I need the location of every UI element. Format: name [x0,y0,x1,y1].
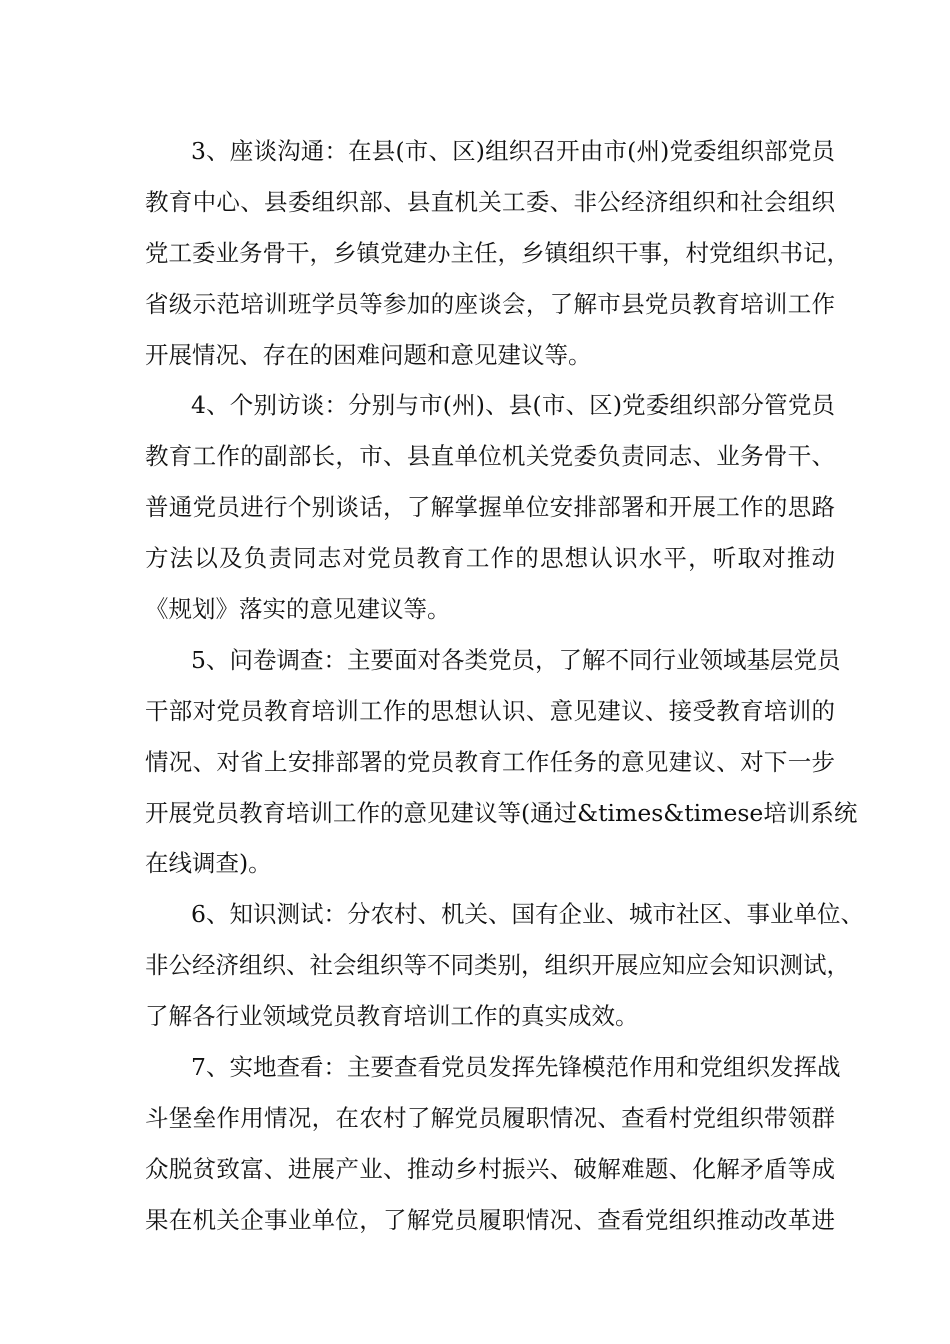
paragraph-5-questionnaire [145,635,858,889]
text-line: 斗堡垒作用情况，在农村了解党员履职情况、查看村党组织带领群 [145,1103,835,1132]
text-line: 4、个别访谈：分别与市(州)、县(市、区)党委组织部分管党员 [191,391,835,420]
paragraph-6-knowledge-test [145,889,864,1042]
text-line: 《规划》落实的意见建议等。 [145,595,451,624]
text-line: 6、知识测试：分农村、机关、国有企业、城市社区、事业单位、 [191,900,864,929]
text-line: 方法以及负责同志对党员教育工作的思想认识水平，听取对推动 [145,544,835,573]
paragraph-4-interview [145,380,835,634]
text-line: 情况、对省上安排部署的党员教育工作任务的意见建议、对下一步 [145,747,835,776]
text-line: 众脱贫致富、进展产业、推动乡村振兴、破解难题、化解矛盾等成 [145,1154,835,1183]
text-line: 5、问卷调查：主要面对各类党员，了解不同行业领域基层党员 [191,645,841,674]
text-line: 省级示范培训班学员等参加的座谈会，了解市县党员教育培训工作 [145,289,835,318]
document-body [145,126,864,1246]
text-line: 教育工作的副部长，市、县直单位机关党委负责同志、业务骨干、 [145,442,835,471]
paragraph-7-site-inspection [145,1042,841,1246]
text-line: 非公经济组织、社会组织等不同类别，组织开展应知应会知识测试， [145,951,850,980]
text-line: 开展情况、存在的困难问题和意见建议等。 [145,340,592,369]
text-line: 在线调查)。 [145,849,272,878]
text-line: 了解各行业领域党员教育培训工作的真实成效。 [145,1002,639,1031]
text-line: 开展党员教育培训工作的意见建议等(通过&times&timese培训系统 [145,798,858,827]
text-line: 教育中心、县委组织部、县直机关工委、非公经济组织和社会组织 [145,187,835,216]
text-line: 普通党员进行个别谈话，了解掌握单位安排部署和开展工作的思路 [145,493,835,522]
text-line: 3、座谈沟通：在县(市、区)组织召开由市(州)党委组织部党员 [191,137,835,165]
text-line: 干部对党员教育培训工作的思想认识、意见建议、接受教育培训的 [145,696,835,725]
text-line: 党工委业务骨干，乡镇党建办主任，乡镇组织干事，村党组织书记， [145,238,850,267]
text-line: 7、实地查看：主要查看党员发挥先锋模范作用和党组织发挥战 [191,1053,841,1082]
text-line: 果在机关企事业单位，了解党员履职情况、查看党组织推动改革进 [145,1205,835,1234]
paragraph-3-discussion [145,126,850,380]
